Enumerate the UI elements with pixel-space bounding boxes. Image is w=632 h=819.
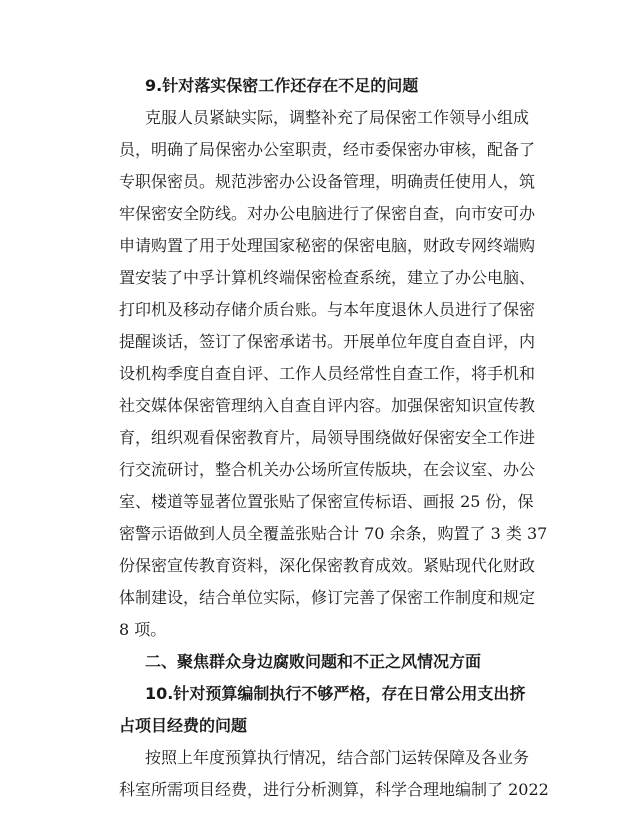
paragraph-line: 社交媒体保密管理纳入自查自评内容。加强保密知识宣传教	[119, 396, 536, 415]
paragraph-item-9	[119, 102, 548, 646]
paragraph-line: 申请购置了用于处理国家秘密的保密电脑，财政专网终端购	[119, 236, 536, 255]
paragraph-line: 行交流研讨，整合机关办公场所宣传版块，在会议室、办公	[119, 460, 536, 479]
paragraph-line: 8 项。	[119, 620, 167, 639]
heading-line: 10.针对预算编制执行不够严格，存在日常公用支出挤	[145, 684, 526, 703]
paragraph-line: 按照上年度预算执行情况，结合部门运转保障及各业务	[145, 748, 530, 767]
paragraph-line: 克服人员紧缺实际，调整补充了局保密工作领导小组成	[145, 108, 530, 127]
paragraph-line: 体制建设，结合单位实际，修订完善了保密工作制度和规定	[119, 588, 536, 607]
paragraph-line: 密警示语做到人员全覆盖张贴合计 70 余条，购置了 3 类 37	[119, 524, 548, 543]
section-title: 二、聚焦群众身边腐败问题和不正之风情况方面	[145, 652, 482, 671]
paragraph-line: 员，明确了局保密办公室职责，经市委保密办审核，配备了	[119, 140, 536, 159]
paragraph-item-10	[119, 742, 549, 806]
paragraph-line: 育，组织观看保密教育片，局领导围绕做好保密安全工作进	[119, 428, 536, 447]
paragraph-line: 室、楼道等显著位置张贴了保密宣传标语、画报 25 份，保	[119, 492, 534, 511]
paragraph-line: 置安装了中孚计算机终端保密检查系统，建立了办公电脑、	[119, 268, 536, 287]
heading-item-9: 9.针对落实保密工作还存在不足的问题	[145, 76, 419, 95]
paragraph-line: 设机构季度自查自评、工作人员经常性自查工作，将手机和	[119, 364, 536, 383]
document-body	[119, 70, 549, 806]
paragraph-line: 专职保密员。规范涉密办公设备管理，明确责任使用人，筑	[119, 172, 536, 191]
paragraph-line: 提醒谈话，签订了保密承诺书。开展单位年度自查自评，内	[119, 332, 536, 351]
heading-item-10	[119, 678, 526, 742]
paragraph-line: 打印机及移动存储介质台账。与本年度退休人员进行了保密	[119, 300, 536, 319]
paragraph-line: 份保密宣传教育资料，深化保密教育成效。紧贴现代化财政	[119, 556, 536, 575]
paragraph-line: 科室所需项目经费，进行分析测算，科学合理地编制了 2022	[119, 780, 549, 799]
paragraph-line: 牢保密安全防线。对办公电脑进行了保密自查，向市安可办	[119, 204, 536, 223]
heading-line: 占项目经费的问题	[119, 716, 248, 735]
